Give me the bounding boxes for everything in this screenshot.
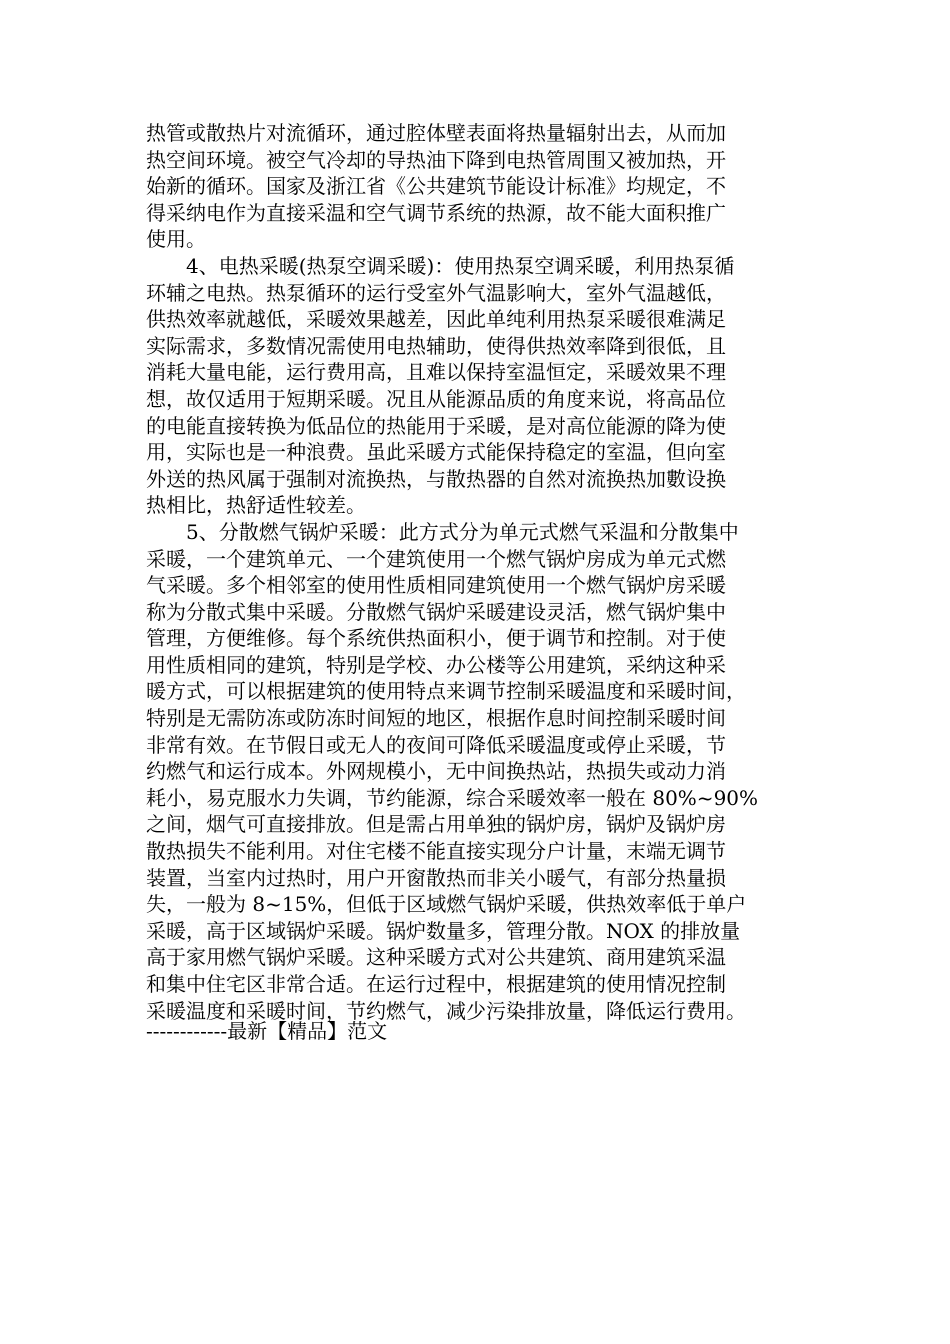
text-line: 用，实际也是一种浪费。虽此采暖方式能保持稳定的室温，但向室 <box>146 440 726 465</box>
paragraph-start-line: 4、电热采暖(热泵空调采暖)：使用热泵空调采暖，利用热泵循 <box>186 253 735 278</box>
text-line: 耗小，易克服水力失调，节约能源，综合采暖效率一般在 80%~90% <box>146 785 759 810</box>
text-line: 称为分散式集中采暖。分散燃气锅炉采暖建设灵活，燃气锅炉集中 <box>146 599 726 624</box>
text-line: 失，一般为 8~15%，但低于区域燃气锅炉采暖，供热效率低于单户 <box>146 892 747 917</box>
text-line: 采暖温度和采暖时间，节约燃气，减少污染排放量，降低运行费用。 <box>146 998 746 1023</box>
text-line: 约燃气和运行成本。外网规模小，无中间换热站，热损失或动力消 <box>146 759 726 784</box>
text-line: 和集中住宅区非常合适。在运行过程中，根据建筑的使用情况控制 <box>146 972 726 996</box>
text-line: 实际需求，多数情况需使用电热辅助，使得供热效率降到很低，且 <box>146 333 726 358</box>
text-line: 采暖，高于区域锅炉采暖。锅炉数量多，管理分散。NOX 的排放量 <box>146 918 741 943</box>
text-line: 热空间环境。被空气冷却的导热油下降到电热管周围又被加热，开 <box>146 147 726 172</box>
text-line: 想，故仅适用于短期采暖。况且从能源品质的角度来说，将高品位 <box>146 386 726 411</box>
text-line: 得采纳电作为直接采温和空气调节系统的热源，故不能大面积推广 <box>146 200 726 225</box>
text-line: 高于家用燃气锅炉采暖。这种采暖方式对公共建筑、商用建筑采温 <box>146 945 726 970</box>
text-line: 使用。 <box>146 227 206 252</box>
text-line: 用性质相同的建筑，特别是学校、办公楼等公用建筑，采纳这种采 <box>146 652 726 677</box>
text-line: 的电能直接转换为低品位的热能用于采暖，是对高位能源的降为使 <box>146 413 726 438</box>
text-line: 暖方式，可以根据建筑的使用特点来调节控制采暖温度和采暖时间， <box>146 679 746 704</box>
text-line: 管理，方便维修。每个系统供热面积小，便于调节和控制。对于使 <box>146 626 726 651</box>
body-text <box>146 120 806 1024</box>
text-line: 特别是无需防冻或防冻时间短的地区，根据作息时间控制采暖时间 <box>146 706 726 731</box>
text-line: 热管或散热片对流循环，通过腔体壁表面将热量辐射出去，从而加 <box>146 121 726 145</box>
text-line: 非常有效。在节假日或无人的夜间可降低采暖温度或停止采暖，节 <box>146 732 726 757</box>
text-line: 气采暖。多个相邻室的使用性质相同建筑使用一个燃气锅炉房采暖 <box>146 573 726 598</box>
paragraph-start-line: 5、分散燃气锅炉采暖：此方式分为单元式燃气采温和分散集中 <box>186 519 739 544</box>
text-line: 采暖，一个建筑单元、一个建筑使用一个燃气锅炉房成为单元式燃 <box>146 546 726 571</box>
text-line: 始新的循环。国家及浙江省《公共建筑节能设计标准》均规定，不 <box>146 174 726 199</box>
text-line: 供热效率就越低，采暖效果越差，因此单纯利用热泵采暖很难满足 <box>146 307 726 332</box>
text-line: 外送的热风属于强制对流换热，与散热器的自然对流换热加數设换 <box>146 466 726 491</box>
footer-text: ------------最新【精品】范文 <box>146 1019 388 1043</box>
text-line: 环辅之电热。热泵循环的运行受室外气温影响大，室外气温越低， <box>146 280 726 305</box>
text-line: 热相比，热舒适性较差。 <box>146 493 366 518</box>
text-line: 散热损失不能利用。对住宅楼不能直接实现分户计量，末端无调节 <box>146 839 726 864</box>
text-line: 之间，烟气可直接排放。但是需占用单独的锅炉房，锅炉及锅炉房 <box>146 812 726 837</box>
text-line: 消耗大量电能，运行费用高，且难以保持室温恒定，采暖效果不理 <box>146 360 726 385</box>
text-line: 装置，当室内过热时，用户开窗散热而非关小暖气，有部分热量损 <box>146 865 726 890</box>
